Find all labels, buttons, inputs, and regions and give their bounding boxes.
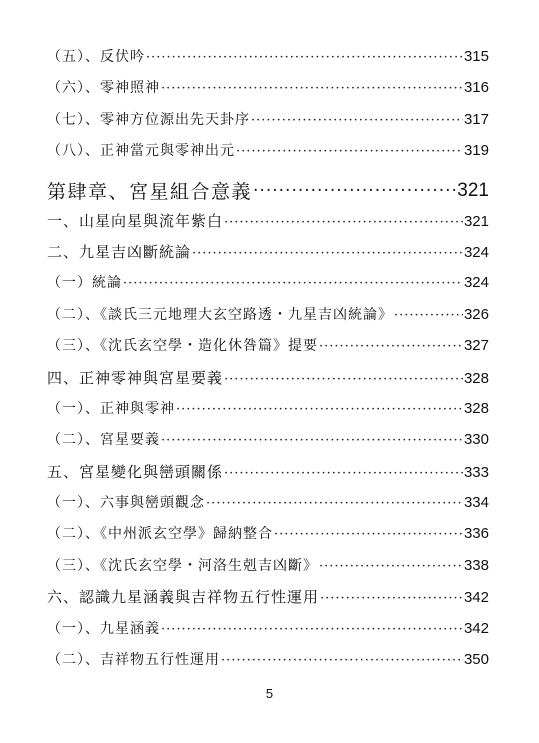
toc-entry-title: （八）、正神當元與零神出元: [47, 143, 235, 160]
toc-entry-page: 317: [463, 110, 489, 128]
dot-leader: [161, 81, 463, 96]
dot-leader: [394, 308, 463, 323]
toc-entry-title: （二）、《中州派玄空學》歸納整合: [47, 526, 273, 543]
dot-leader: [146, 50, 463, 65]
dot-leader: [161, 433, 463, 448]
toc-entry[interactable]: [47, 77, 489, 108]
toc-entry-page: 321: [463, 212, 489, 230]
dot-leader: [236, 144, 463, 159]
toc-entry-page: 330: [463, 431, 489, 449]
toc-entry-title: （一）統論: [47, 275, 122, 292]
dot-leader: [221, 653, 463, 668]
dot-leader: [253, 181, 456, 201]
toc-entry[interactable]: [47, 140, 489, 171]
toc-entry-title: （一）、正神與零神: [47, 400, 175, 417]
toc-entry[interactable]: [47, 492, 489, 523]
toc-entry[interactable]: [47, 461, 489, 492]
dot-leader: [320, 591, 463, 606]
dot-leader: [176, 402, 463, 417]
toc-entry[interactable]: [47, 210, 489, 241]
toc-entry[interactable]: [47, 523, 489, 554]
toc-entry-page: 315: [463, 48, 489, 65]
page-number: 5: [265, 686, 274, 701]
toc-entry-title: 五、宮星變化與巒頭關係: [47, 462, 224, 481]
toc-entry-page: 336: [463, 525, 489, 543]
toc-entry[interactable]: [47, 109, 489, 140]
dot-leader: [123, 276, 463, 291]
toc-entry-page: 342: [463, 619, 489, 637]
toc-entry[interactable]: [47, 335, 489, 366]
toc-entry[interactable]: [47, 586, 489, 617]
toc-entry[interactable]: [47, 367, 489, 398]
dot-leader: [206, 496, 463, 511]
toc-entry-page: 328: [463, 369, 489, 387]
toc-entry-title: （一）、九星涵義: [47, 620, 160, 637]
toc-entry[interactable]: [47, 241, 489, 272]
toc-chapter-entry[interactable]: [47, 172, 489, 210]
toc-entry-title: （七）、零神方位源出先天卦序: [47, 111, 250, 128]
dot-leader: [319, 339, 463, 354]
toc-entry-title: （三）、《沈氏玄空學・造化休咎篇》提要: [47, 338, 318, 355]
toc-entry-page: 324: [463, 274, 489, 292]
toc-entry[interactable]: [47, 46, 489, 77]
dot-leader: [274, 527, 463, 542]
toc-entry-page: 326: [463, 305, 489, 323]
toc-entry-page: 342: [463, 589, 489, 607]
toc-entry-title: 四、正神零神與宮星要義: [47, 368, 224, 387]
toc-entry-page: 350: [463, 651, 489, 669]
toc-entry-title: 六、認識九星涵義與吉祥物五行性運用: [47, 588, 320, 607]
toc-entry-page: 328: [463, 399, 489, 417]
dot-leader: [251, 113, 463, 128]
toc-entry-page: 316: [463, 79, 489, 97]
toc-entry[interactable]: [47, 555, 489, 586]
table-of-contents: [47, 46, 489, 680]
dot-leader: [224, 466, 463, 481]
toc-entry-title: 一、山星向星與流年紫白: [47, 211, 224, 230]
dot-leader: [319, 559, 463, 574]
toc-entry-title: （二）、宮星要義: [47, 432, 160, 449]
toc-entry-page: 338: [463, 556, 489, 574]
toc-entry-title: （五）、反伏吟: [47, 49, 145, 65]
toc-entry[interactable]: [47, 618, 489, 649]
toc-chapter-title: 第肆章、宮星組合意義: [47, 181, 253, 204]
dot-leader: [161, 622, 463, 637]
toc-entry-title: （六）、零神照神: [47, 80, 160, 97]
toc-entry-page: 333: [463, 463, 489, 481]
dot-leader: [224, 215, 463, 230]
dot-leader: [224, 372, 463, 387]
toc-entry[interactable]: [47, 398, 489, 429]
toc-entry-title: （三）、《沈氏玄空學・河洛生剋吉凶斷》: [47, 557, 318, 574]
toc-entry-page: 319: [463, 142, 489, 160]
toc-entry-title: （二）、吉祥物五行性運用: [47, 652, 220, 669]
toc-entry-page: 327: [463, 337, 489, 355]
toc-entry-title: （二）、《談氏三元地理大玄空路透・九星吉凶統論》: [47, 306, 393, 323]
toc-entry[interactable]: [47, 304, 489, 335]
toc-entry[interactable]: [47, 272, 489, 303]
toc-entry-title: （一）、六事與巒頭觀念: [47, 495, 205, 512]
toc-entry[interactable]: [47, 649, 489, 680]
toc-entry[interactable]: [47, 429, 489, 460]
toc-entry-title: 二、九星吉凶斷統論: [47, 242, 192, 261]
dot-leader: [192, 246, 463, 261]
toc-entry-page: 324: [463, 243, 489, 261]
toc-entry-page: 334: [463, 494, 489, 512]
toc-entry-page: 321: [457, 179, 489, 201]
